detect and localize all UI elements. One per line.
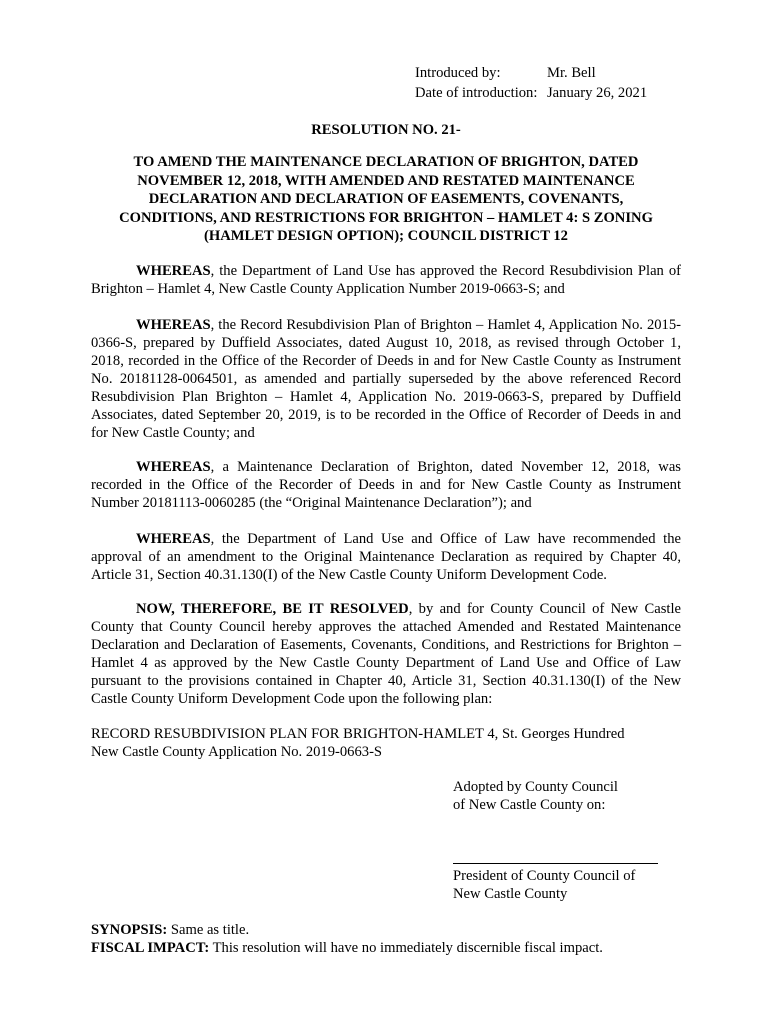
paragraph-text: , the Record Resubdivision Plan of Brighton – Hamlet 4, Application No. 2015-0366-S, prepared by Duffield Associates, dated August 10, 2018, as revised through October 1, 2018, recorded in the Office of the Recorder of Deeds in and for New Castle County as Instrument No. 20181128-0064501, as amended and partially superseded by the above referenced Record Resubdivision Plan Brighton – Hamlet 4, Application No. 2019-0663-S, prepared by Duffield Associates, dated September 20, 2019, is to be recorded in the Office of Recorder of Deeds in and for New Castle County; and [91,317,681,441]
paragraph-lead: WHEREAS [136,263,211,279]
fiscal-impact-label: FISCAL IMPACT: [91,940,210,956]
paragraph-lead: WHEREAS [136,459,211,475]
synopsis [91,921,691,939]
whereas-paragraph-3 [91,458,681,512]
title-line: CONDITIONS, AND RESTRICTIONS FOR BRIGHTON – HAMLET 4: S ZONING [119,209,653,226]
synopsis-label: SYNOPSIS: [91,922,168,938]
introduction-date-row [415,84,647,104]
president-signature-block [453,867,635,903]
adoption-block [453,778,618,814]
title-line: (HAMLET DESIGN OPTION); COUNCIL DISTRICT 12 [204,228,568,245]
paragraph-lead: WHEREAS [136,531,211,547]
paragraph-lead: NOW, THEREFORE, BE IT RESOLVED [136,601,409,617]
paragraph-text: , the Department of Land Use and Office of Law have recommended the approval of an amendment to the Original Maintenance Declaration as required by Chapter 40, Article 31, Section 40.31.130(I) of the New Castle County Uniform Development Code. [91,531,681,583]
paragraph-text: , the Department of Land Use has approved the Record Resubdivision Plan of Brighton – Hamlet 4, New Castle County Application Number 2019-0663-S; and [91,263,681,297]
title-line: NOVEMBER 12, 2018, WITH AMENDED AND RESTATED MAINTENANCE [137,172,635,189]
president-line-2: New Castle County [453,886,568,902]
introduced-by-label: Introduced by: [415,65,501,81]
introduced-by-row [415,64,647,84]
resolution-title [91,153,681,246]
introduction-block [415,64,647,104]
fiscal-impact-text: This resolution will have no immediately discernible fiscal impact. [209,940,603,956]
introduction-date-label: Date of introduction: [415,85,538,101]
signature-line [453,863,658,864]
plan-reference [91,725,681,761]
whereas-paragraph-2 [91,316,681,442]
title-line: DECLARATION AND DECLARATION OF EASEMENTS, COVENANTS, [148,191,624,208]
fiscal-impact [91,939,691,957]
president-line-1: President of County Council of [453,868,636,884]
whereas-paragraph-4 [91,530,681,584]
footer-block [91,921,691,957]
paragraph-text: , by and for County Council of New Castle County that County Council hereby approves the attached Amended and Restated Maintenance Declaration and Declaration of Easements, Covenants, Conditions, and Restrictions for Brighton – Hamlet 4 as approved by the New Castle County Department of Land Use and Office of Law pursuant to the provisions contained in Chapter 40, Article 31, Section 40.31.130(I) of the New Castle County Uniform Development Code upon the following plan: [91,601,681,707]
title-line: TO AMEND THE MAINTENANCE DECLARATION OF BRIGHTON, DATED [133,154,639,170]
paragraph-text: , a Maintenance Declaration of Brighton, dated November 12, 2018, was recorded in the Office of the Recorder of Deeds in and for New Castle County as Instrument Number 20181113-0060285 (the “Original Maintenance Declaration”); and [91,459,681,511]
introduced-by-value: Mr. Bell [547,65,596,81]
paragraph-lead: WHEREAS [136,317,211,333]
resolution-number: RESOLUTION NO. 21- [311,122,461,138]
adopted-line-1: Adopted by County Council [453,779,618,795]
plan-line-1: RECORD RESUBDIVISION PLAN FOR BRIGHTON-HAMLET 4, St. Georges Hundred [91,726,625,742]
resolved-paragraph [91,600,681,708]
adopted-line-2: of New Castle County on: [453,797,606,813]
plan-line-2: New Castle County Application No. 2019-0663-S [91,744,383,760]
whereas-paragraph-1 [91,262,681,298]
synopsis-text: Same as title. [167,922,250,938]
introduction-date-value: January 26, 2021 [547,85,648,101]
